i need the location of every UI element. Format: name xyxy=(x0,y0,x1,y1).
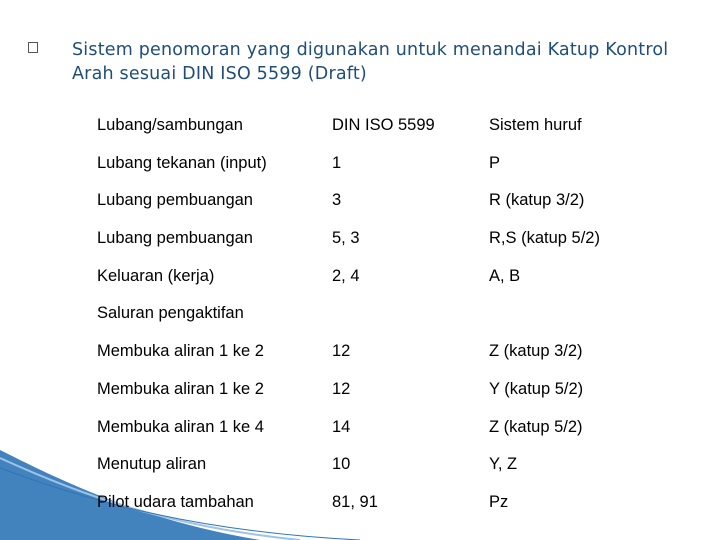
letter-code: Y, Z xyxy=(489,455,518,474)
din-number: 81, 91 xyxy=(332,492,378,511)
letter-code: Pz xyxy=(489,492,509,511)
letter-code: Z (katup 5/2) xyxy=(489,417,583,436)
letter-code: A, B xyxy=(489,266,521,285)
header-port: Lubang/sambungan xyxy=(97,116,243,134)
table-row xyxy=(97,259,657,297)
letter-code: Z (katup 3/2) xyxy=(489,342,583,361)
letter-code: R,S (katup 5/2) xyxy=(489,229,600,248)
port-name: Lubang pembuangan xyxy=(97,229,253,248)
din-number: 2, 4 xyxy=(332,266,360,285)
table-row xyxy=(97,221,657,259)
port-name: Lubang pembuangan xyxy=(97,191,253,210)
table-row xyxy=(97,447,657,485)
slide-title: Sistem penomoran yang digunakan untuk menandai Katup Kontrol Arah sesuai DIN ISO 5599 (Draft) xyxy=(72,40,669,84)
port-name: Lubang tekanan (input) xyxy=(97,153,267,172)
port-name: Membuka aliran 1 ke 2 xyxy=(97,342,264,361)
table-section-row xyxy=(97,296,657,334)
din-number: 5, 3 xyxy=(332,229,360,248)
din-number: 1 xyxy=(332,153,342,172)
letter-code: Y (katup 5/2) xyxy=(489,379,584,398)
port-name: Pilot udara tambahan xyxy=(97,492,254,511)
port-name: Membuka aliran 1 ke 4 xyxy=(97,417,264,436)
port-name: Keluaran (kerja) xyxy=(97,266,215,285)
table-row xyxy=(97,334,657,372)
square-bullet-icon xyxy=(28,42,38,53)
header-din-iso: DIN ISO 5599 xyxy=(332,116,435,134)
port-name: Membuka aliran 1 ke 2 xyxy=(97,379,264,398)
table-row xyxy=(97,146,657,184)
header-letter-system: Sistem huruf xyxy=(489,116,582,134)
din-number: 10 xyxy=(332,455,351,474)
table-row xyxy=(97,183,657,221)
table-row xyxy=(97,410,657,448)
table-row xyxy=(97,485,657,523)
table-header-row xyxy=(97,108,657,146)
din-number: 12 xyxy=(332,379,351,398)
port-numbering-table xyxy=(97,108,657,523)
table-row xyxy=(97,372,657,410)
section-label: Saluran pengaktifan xyxy=(97,304,244,323)
port-name: Menutup aliran xyxy=(97,455,207,474)
din-number: 14 xyxy=(332,417,351,436)
din-number: 3 xyxy=(332,191,342,210)
letter-code: P xyxy=(489,153,501,172)
letter-code: R (katup 3/2) xyxy=(489,191,585,210)
din-number: 12 xyxy=(332,342,351,361)
